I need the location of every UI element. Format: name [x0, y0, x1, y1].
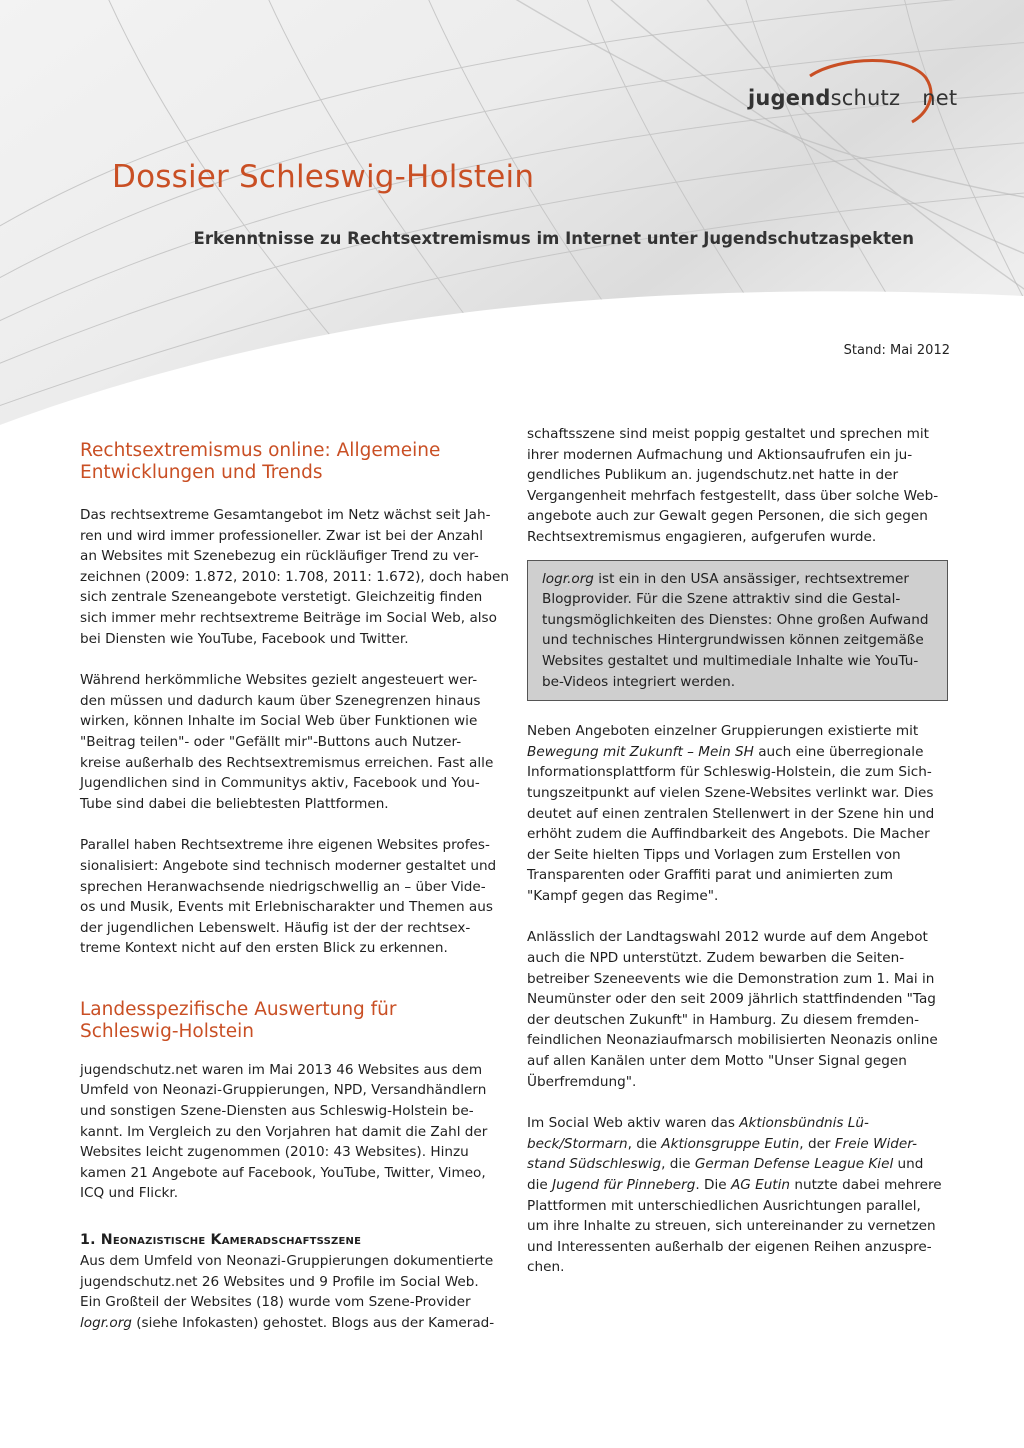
bewegung-mit-zukunft-name: Bewegung mit Zukunft – Mein SH — [527, 743, 754, 760]
heading-kameradschaftsszene: 1. Neonazistische Kameradschaftsszene — [80, 1232, 362, 1249]
jugendschutz-logo — [748, 56, 958, 126]
group-freier-widerstand: Freie Wider- stand Südschleswig — [527, 1135, 918, 1173]
paragraph-professionalisierung: Parallel haben Rechtsextreme ihre eigenen Websites profes- sionalisiert: Angebote sind technisch moderner gestaltet und sprechen Heranwachsende niedrigschwellig an – über Vide- os und Musik, Events mit Erlebnischarakter und Themen aus der jugendlichen Lebenswelt. Häufig ist der der rechtsex- treme Kontext nicht auf den ersten Blick zu erkennen. — [80, 837, 497, 957]
right-column — [527, 424, 957, 1278]
logo-text-net: net — [922, 86, 958, 110]
heading-allgemeine-entwicklungen: Rechtsextremismus online: Allgemeine Entwicklungen und Trends — [80, 440, 441, 483]
group-german-defense-league: German Defense League Kiel — [694, 1156, 894, 1173]
paragraph-kameradschaftsszene: Aus dem Umfeld von Neonazi-Gruppierungen dokumentierte jugendschutz.net 26 Websites und 9 Profile im Social Web. Ein Großteil der Websites (18) wurde vom Szene-Provider logr.org (siehe Infokasten) gehostet. Blogs aus der Kamerad- — [80, 1253, 495, 1331]
infobox-logr-link: logr.org — [542, 570, 594, 587]
infobox-logr: logr.org ist ein in den USA ansässiger, rechtsextremer Blogprovider. Für die Szene attraktiv sind die Gestal- tungsmöglichkeiten des Dienstes: Ohne großen Aufwand und technisches Hintergrundwissen können zeitgemäße Websites gestaltet und multimediale Inhalte wie YouTu- be-Videos integriert werden. — [527, 560, 948, 702]
group-ag-eutin: AG Eutin — [730, 1177, 791, 1193]
left-column — [80, 440, 510, 1333]
document-title: Dossier Schleswig-Holstein — [112, 159, 535, 195]
document-subtitle: Erkenntnisse zu Rechtsextremismus im Internet unter Jugendschutzaspekten — [193, 229, 914, 248]
paragraph-bewegung-mit-zukunft: Neben Angeboten einzelner Gruppierungen existierte mit Bewegung mit Zukunft – Mein SH auch eine überregionale Informationsplattform für Schleswig-Holstein, die zum Sich- tungszeitpunkt auf vielen Szene-Websites verlinkt war. Dies deutet auf einen zentralen Stellenwert in der Szene hin und erhöht zudem die Auffindbarkeit des Angebots. Die Macher der Seite hielten Tipps und Vorlagen zum Erstellen von Transparenten oder Graffiti parat und animierten zum "Kampf gegen das Regime". — [527, 723, 935, 904]
logo-text-schutz: schutz — [830, 86, 901, 110]
group-aktionsbuendnis: Aktionsbündnis Lü- beck/Stormarn — [527, 1115, 869, 1152]
group-aktionsgruppe-eutin: Aktionsgruppe Eutin — [661, 1135, 800, 1152]
group-jugend-fuer-pinneberg: Jugend für Pinneberg — [552, 1177, 696, 1193]
paragraph-social-web-gruppen: Im Social Web aktiv waren das Aktionsbündnis Lü- beck/Stormarn, die Aktionsgruppe Eutin, der Freie Wider- stand Südschleswig, die German Defense League Kiel und die Jugend für Pinneberg. Die AG Eutin nutzte dabei mehrere Plattformen mit unterschiedlichen Ausrichtungen parallel, um ihre Inhalte zu streuen, sich untereinander zu vernetzen und Interessenten außerhalb der eigenen Reihen anzuspre- chen. — [527, 1115, 942, 1276]
paragraph-websites-2013: jugendschutz.net waren im Mai 2013 46 Websites aus dem Umfeld von Neonazi-Gruppierungen, NPD, Versandhändlern und sonstigen Szene-Diensten aus Schleswig-Holstein be- kannt. Im Vergleich zu den Vorjahren hat damit die Zahl der Websites leicht zugenommen (2010: 43 Websites). Hinzu kamen 21 Angebote auf Facebook, YouTube, Twitter, Vimeo, ICQ und Flickr. — [80, 1061, 488, 1202]
logo-text-jugend: jugend — [748, 86, 831, 110]
paragraph-gesamtangebot: Das rechtsextreme Gesamtangebot im Netz wächst seit Jah- ren und wird immer professioneller. Zwar ist bei der Anzahl an Websites mit Szenebezug ein rückläufiger Trend zu ver- zeichnen (2009: 1.872, 2010: 1.708, 2011: 1.672), doch haben sich zentrale Szeneangebote verstetigt. Gleichzeitig finden sich immer mehr rechtsextreme Beiträge im Social Web, also bei Diensten wie YouTube, Facebook und Twitter. — [80, 507, 509, 647]
heading-landesspezifische-auswertung: Landesspezifische Auswertung für Schleswig-Holstein — [80, 998, 397, 1042]
paragraph-social-web: Während herkömmliche Websites gezielt angesteuert wer- den müssen und dadurch kaum über Szenegrenzen hinaus wirken, können Inhalte im Social Web über Funktionen wie "Beitrag teilen"- oder "Gefällt mir"-Buttons auch Nutzer- kreise außerhalb des Rechtsextremismus erreichen. Fast alle Jugendlichen sind in Communitys aktiv, Facebook und You- Tube sind dabei die beliebtesten Plattformen. — [80, 672, 494, 812]
logr-link: logr.org — [80, 1314, 132, 1331]
stand-date: Stand: Mai 2012 — [843, 343, 950, 358]
paragraph-landtagswahl: Anlässlich der Landtagswahl 2012 wurde auf dem Angebot auch die NPD unterstützt. Zudem bewarben die Seiten- betreiber Szeneevents wie die Demonstration zum 1. Mai in Neumünster oder den seit 2009 jährlich stattfindenden "Tag der deutschen Zukunft" in Hamburg. Zu diesem fremden- feindlichen Neonaziaufmarsch mobilisierten Neonazis online auf allen Kanälen unter dem Motto "Unser Signal gegen Überfremdung". — [527, 929, 938, 1090]
paragraph-blogs-kameradschaft: schaftsszene sind meist poppig gestaltet und sprechen mit ihrer modernen Aufmachung und Aktionsaufrufen ein ju- gendliches Publikum an. jugendschutz.net hatte in der Vergangenheit mehrfach festgestellt, dass über solche Web- angebote auch zur Gewalt gegen Personen, die sich gegen Rechtsextremismus engagieren, aufgerufen wurde. — [527, 426, 939, 545]
